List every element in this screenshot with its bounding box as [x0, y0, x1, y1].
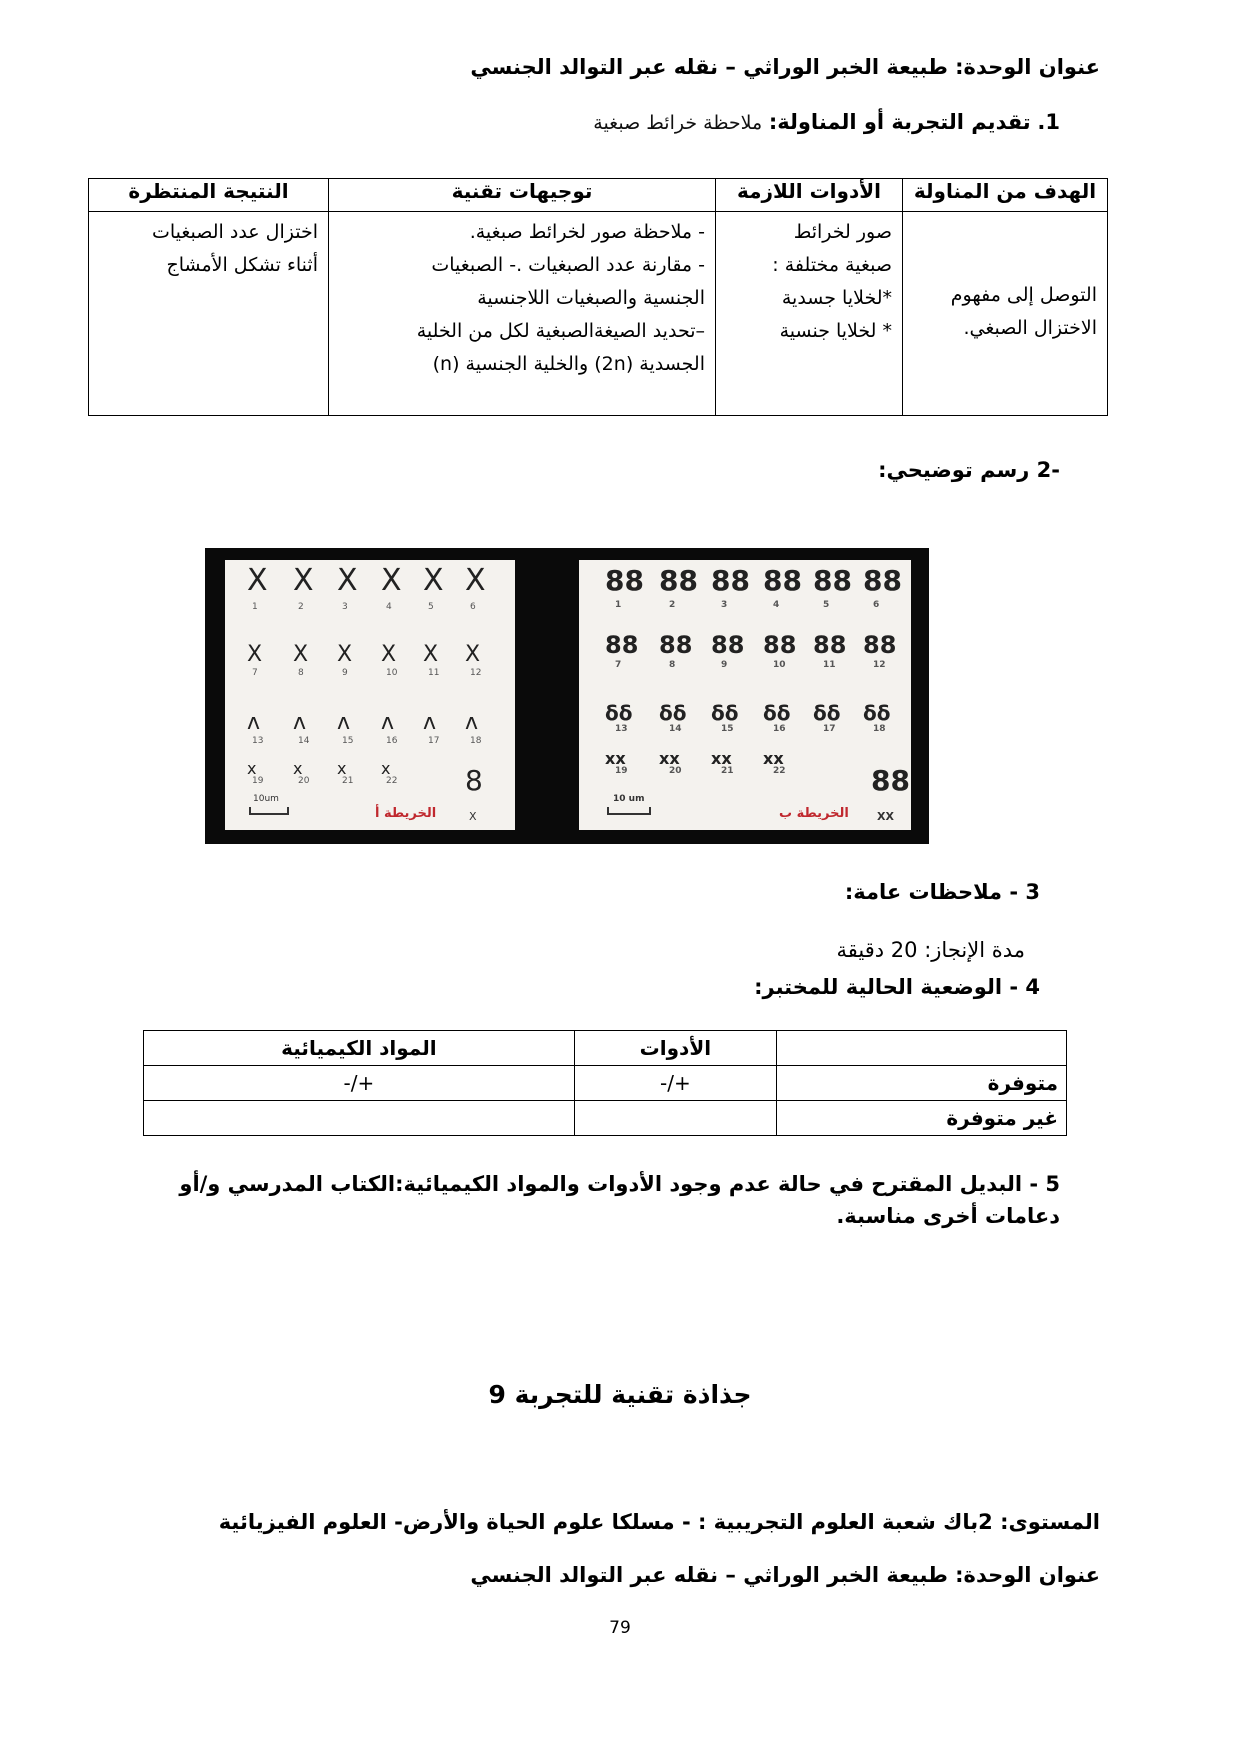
directions-line: الجسدية (2n) والخلية الجنسية (n) — [432, 353, 705, 375]
unit-title: عنوان الوحدة: طبيعة الخبر الوراثي – نقله عبر التوالد الجنسي — [470, 55, 1100, 79]
cell-tools — [716, 212, 903, 416]
chromosome-number: 8 — [669, 660, 676, 670]
section-2-heading: -2 رسم توضيحي: — [878, 458, 1060, 482]
chromosome-number: 21 — [721, 766, 734, 776]
chromosome-glyph: 88 — [813, 564, 852, 597]
chromosome-number: 15 — [721, 724, 734, 734]
chromosome-number: 17 — [428, 736, 440, 746]
cell-tools — [574, 1101, 776, 1136]
chromosome-number: 19 — [252, 776, 264, 786]
section-4-heading: 4 - الوضعية الحالية للمختبر: — [754, 975, 1040, 999]
chromosome-glyph: X — [381, 642, 397, 667]
chromosome-number: 22 — [386, 776, 398, 786]
chromosome-number: 20 — [298, 776, 310, 786]
chromosome-glyph: X — [423, 642, 439, 667]
scale-label: 10um — [253, 794, 279, 804]
chromosome-glyph: X — [465, 563, 486, 598]
chromosome-glyph: 88 — [813, 631, 847, 659]
result-line: اختزال عدد الصبغيات — [151, 221, 318, 243]
chromosome-number: 1 — [252, 602, 258, 612]
chromosome-number: 12 — [470, 668, 482, 678]
chromosome-glyph: X — [337, 642, 353, 667]
panel-b-sex-label: XX — [877, 810, 894, 823]
row-label: متوفرة — [777, 1066, 1067, 1101]
chromosome-glyph: x — [337, 759, 347, 778]
chromosome-number: 6 — [470, 602, 476, 612]
chromosome-glyph: ʌ — [423, 710, 437, 735]
scale-label: 10 um — [613, 794, 645, 804]
unit-title-repeat: عنوان الوحدة: طبيعة الخبر الوراثي – نقله عبر التوالد الجنسي — [470, 1563, 1100, 1587]
chromosome-number: 3 — [721, 600, 728, 610]
section-1-number: 1. — [1037, 110, 1060, 134]
directions-line: - ملاحظة صور لخرائط صبغية. — [469, 221, 705, 243]
chromosome-glyph: x — [381, 759, 391, 778]
chromosome-glyph: 88 — [711, 631, 745, 659]
chromosome-glyph: xx — [659, 749, 680, 768]
chromosome-number: 22 — [773, 766, 786, 776]
tools-line: * لخلايا جنسية — [779, 320, 892, 342]
chromosome-number: 13 — [615, 724, 628, 734]
chromosome-glyph: ʌ — [337, 710, 351, 735]
chromosome-glyph: x — [247, 759, 257, 778]
chromosome-number: 14 — [669, 724, 682, 734]
header-result: النتيجة المنتظرة — [89, 179, 329, 212]
header-tools: الأدوات اللازمة — [716, 179, 903, 212]
scale-bar — [249, 807, 289, 815]
karyotype-panel-b — [579, 560, 911, 830]
chromosome-number: 5 — [823, 600, 830, 610]
chromosome-glyph: ʌ — [381, 710, 395, 735]
section-1-label: تقديم التجربة أو المناولة: — [768, 110, 1031, 134]
directions-line: الجنسية والصبغيات اللاجنسية — [477, 287, 705, 309]
cell-chemicals: +/- — [144, 1066, 575, 1101]
chromosome-number: 11 — [428, 668, 440, 678]
header-tools: الأدوات — [574, 1031, 776, 1066]
chromosome-glyph: δδ — [711, 701, 739, 725]
chromosome-number: 17 — [823, 724, 836, 734]
section-1-value: ملاحظة خرائط صبغية — [593, 112, 763, 134]
chromosome-number: 2 — [669, 600, 676, 610]
cell-tools: +/- — [574, 1066, 776, 1101]
section-1-heading — [593, 110, 1060, 134]
panel-a-sex-label: X — [469, 810, 477, 823]
chromosome-glyph: 88 — [605, 631, 639, 659]
chromosome-glyph: X — [293, 642, 309, 667]
scale-bar — [607, 807, 651, 815]
page-number: 79 — [609, 1618, 631, 1638]
tools-line: صبغية مختلفة : — [772, 254, 892, 276]
panel-a-caption: الخريطة أ — [375, 806, 437, 821]
chromosome-glyph: 88 — [763, 631, 797, 659]
chromosome-glyph: δδ — [863, 701, 891, 725]
sex-chromosome-glyph: 8 — [465, 764, 483, 797]
chromosome-number: 16 — [386, 736, 398, 746]
chromosome-glyph: 88 — [659, 631, 693, 659]
experiment-table — [88, 178, 1108, 416]
table-row — [144, 1101, 1067, 1136]
chromosome-number: 8 — [298, 668, 304, 678]
duration-label: مدة الإنجاز: — [924, 938, 1025, 962]
chromosome-number: 1 — [615, 600, 622, 610]
goal-line: التوصل إلى مفهوم — [950, 283, 1097, 306]
chromosome-number: 19 — [615, 766, 628, 776]
table-row — [144, 1066, 1067, 1101]
chromosome-glyph: xx — [711, 749, 732, 768]
chromosome-number: 9 — [342, 668, 348, 678]
chromosome-glyph: 88 — [605, 564, 644, 597]
chromosome-number: 15 — [342, 736, 354, 746]
header-directions: توجيهات تقنية — [329, 179, 716, 212]
chromosome-number: 2 — [298, 602, 304, 612]
chromosome-glyph: δδ — [659, 701, 687, 725]
chromosome-glyph: ʌ — [247, 710, 261, 735]
chromosome-glyph: X — [465, 642, 481, 667]
header-goal: الهدف من المناولة — [903, 179, 1108, 212]
chromosome-number: 3 — [342, 602, 348, 612]
chromosome-number: 6 — [873, 600, 880, 610]
chromosome-glyph: δδ — [763, 701, 791, 725]
chromosome-number: 7 — [252, 668, 258, 678]
cell-result — [89, 212, 329, 416]
chromosome-glyph: ʌ — [293, 710, 307, 735]
chromosome-number: 4 — [773, 600, 780, 610]
chromosome-glyph: 88 — [763, 564, 802, 597]
duration-value: 20 — [890, 938, 918, 962]
chromosome-number: 18 — [873, 724, 886, 734]
section-5-text: 5 - البديل المقترح في حالة عدم وجود الأدوات والمواد الكيميائية:الكتاب المدرسي و/أو دعامات أخرى مناسبة. — [179, 1172, 1060, 1228]
chromosome-glyph: X — [247, 563, 268, 598]
level-line: المستوى: 2باك شعبة العلوم التجريبية : - مسلكا علوم الحياة والأرض- العلوم الفيزيائية — [218, 1510, 1100, 1534]
chromosome-number: 20 — [669, 766, 682, 776]
experiment-table-header-row — [89, 179, 1108, 212]
chromosome-number: 13 — [252, 736, 264, 746]
chromosome-number: 11 — [823, 660, 836, 670]
goal-line: الاختزال الصبغي. — [963, 316, 1097, 339]
chromosome-number: 14 — [298, 736, 310, 746]
chromosome-number: 4 — [386, 602, 392, 612]
experiment-table-row — [89, 212, 1108, 416]
chromosome-glyph: 88 — [711, 564, 750, 597]
chromosome-glyph: xx — [605, 749, 626, 768]
chromosome-number: 12 — [873, 660, 886, 670]
lab-status-header-row — [144, 1031, 1067, 1066]
directions-line: - مقارنة عدد الصبغيات .- الصبغيات — [431, 254, 705, 276]
chromosome-number: 5 — [428, 602, 434, 612]
result-line: أثناء تشكل الأمشاج — [166, 254, 318, 276]
chromosome-glyph: 88 — [863, 564, 902, 597]
panel-b-caption: الخريطة ب — [779, 806, 849, 821]
tools-line: *لخلايا جسدية — [781, 287, 892, 309]
section-3-heading: 3 - ملاحظات عامة: — [844, 880, 1040, 904]
sheet-title: جذاذة تقنية للتجربة 9 — [488, 1380, 752, 1409]
sex-chromosome-glyph: 88 — [871, 764, 910, 797]
chromosome-number: 21 — [342, 776, 354, 786]
chromosome-number: 18 — [470, 736, 482, 746]
duration-line — [837, 938, 1026, 962]
chromosome-number: 10 — [386, 668, 398, 678]
karyotype-figure — [205, 548, 929, 844]
chromosome-number: 16 — [773, 724, 786, 734]
chromosome-glyph: ʌ — [465, 710, 479, 735]
chromosome-number: 10 — [773, 660, 786, 670]
cell-goal — [903, 212, 1108, 416]
directions-line: –تحديد الصيغةالصبغية لكل من الخلية — [416, 320, 705, 342]
cell-chemicals — [144, 1101, 575, 1136]
chromosome-glyph: x — [293, 759, 303, 778]
header-chemicals: المواد الكيميائية — [144, 1031, 575, 1066]
chromosome-glyph: δδ — [605, 701, 633, 725]
cell-directions — [329, 212, 716, 416]
chromosome-number: 7 — [615, 660, 622, 670]
chromosome-number: 9 — [721, 660, 728, 670]
chromosome-glyph: 88 — [659, 564, 698, 597]
chromosome-glyph: X — [293, 563, 314, 598]
duration-unit: دقيقة — [836, 938, 885, 962]
tools-line: صور لخرائط — [793, 221, 892, 243]
chromosome-glyph: 88 — [863, 631, 897, 659]
chromosome-glyph: X — [423, 563, 444, 598]
row-label: غير متوفرة — [777, 1101, 1067, 1136]
chromosome-glyph: xx — [763, 749, 784, 768]
chromosome-glyph: δδ — [813, 701, 841, 725]
chromosome-glyph: X — [247, 642, 263, 667]
header-empty — [777, 1031, 1067, 1066]
chromosome-glyph: X — [381, 563, 402, 598]
lab-status-table — [143, 1030, 1067, 1136]
karyotype-panel-a — [225, 560, 515, 830]
chromosome-glyph: X — [337, 563, 358, 598]
